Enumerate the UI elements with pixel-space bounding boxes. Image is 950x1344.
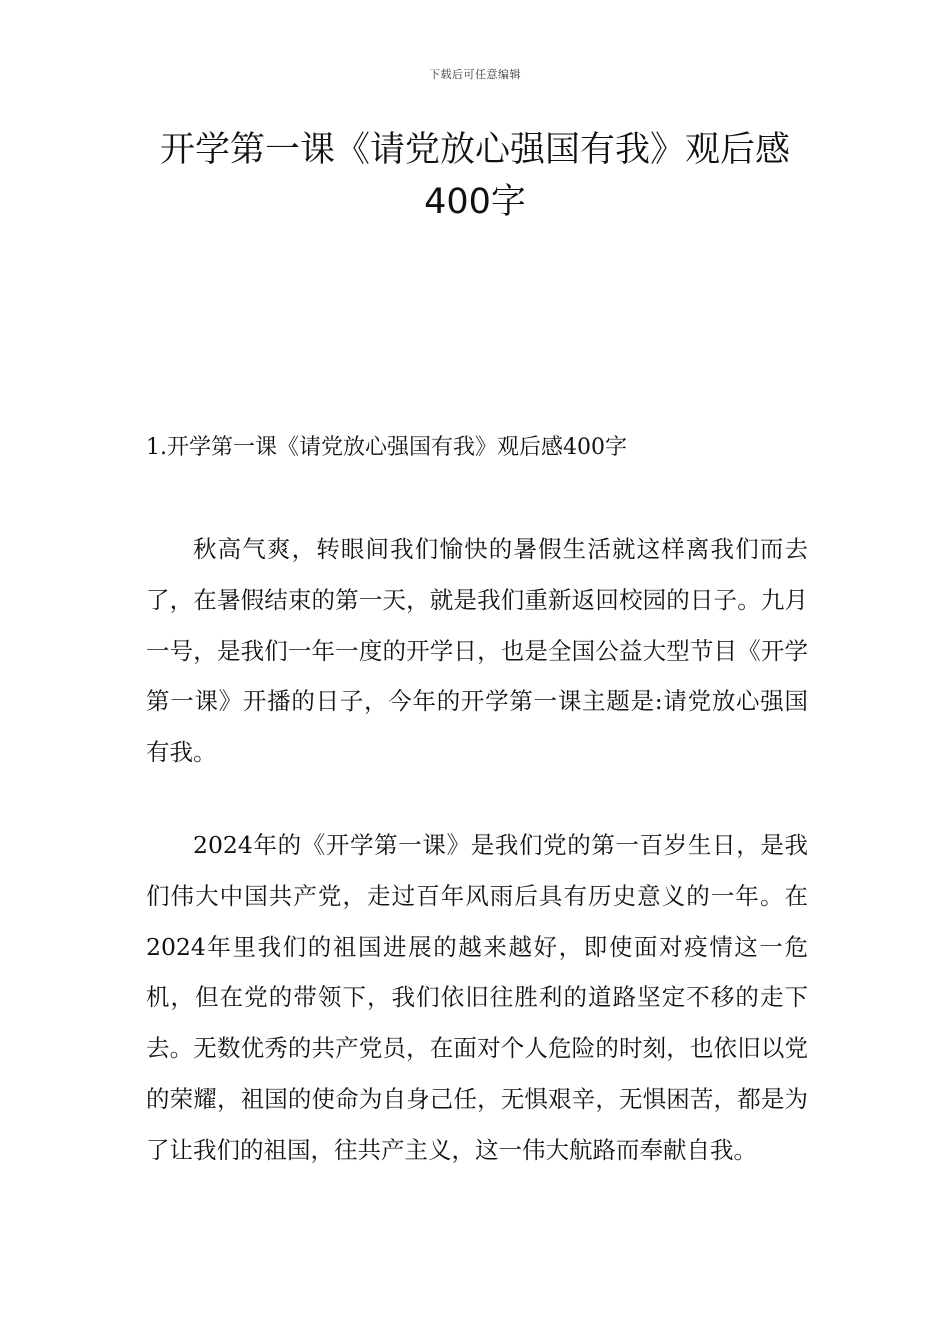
paragraph-2: 2024年的《开学第一课》是我们党的第一百岁生日，是我们伟大中国共产党，走过百年风雨后具有历史意义的一年。在2024年里我们的祖国进展的越来越好，即使面对疫情这一危机，但在党的带领下，我们依旧往胜利的道路坚定不移的走下去。无数优秀的共产党员，在面对个人危险的时刻，也依旧以党的荣耀，祖国的使命为自身己任，无惧艰辛，无惧困苦，都是为了让我们的祖国，往共产主义，这一伟大航路而奉献自我。 [146, 831, 808, 1164]
title-line-2: 400字 [424, 182, 526, 222]
title-line-1: 开学第一课《请党放心强国有我》观后感 [159, 130, 790, 170]
paragraph-1: 秋高气爽，转眼间我们愉快的暑假生活就这样离我们而去了，在暑假结束的第一天，就是我们重新返回校园的日子。九月一号，是我们一年一度的开学日，也是全国公益大型节目《开学第一课》开播的日子，今年的开学第一课主题是:请党放心强国有我。 [146, 535, 808, 767]
page-header-note: 下载后可任意编辑 [429, 68, 521, 81]
document-title [120, 124, 830, 228]
section-heading: 1.开学第一课《请党放心强国有我》观后感400字 [146, 435, 627, 460]
